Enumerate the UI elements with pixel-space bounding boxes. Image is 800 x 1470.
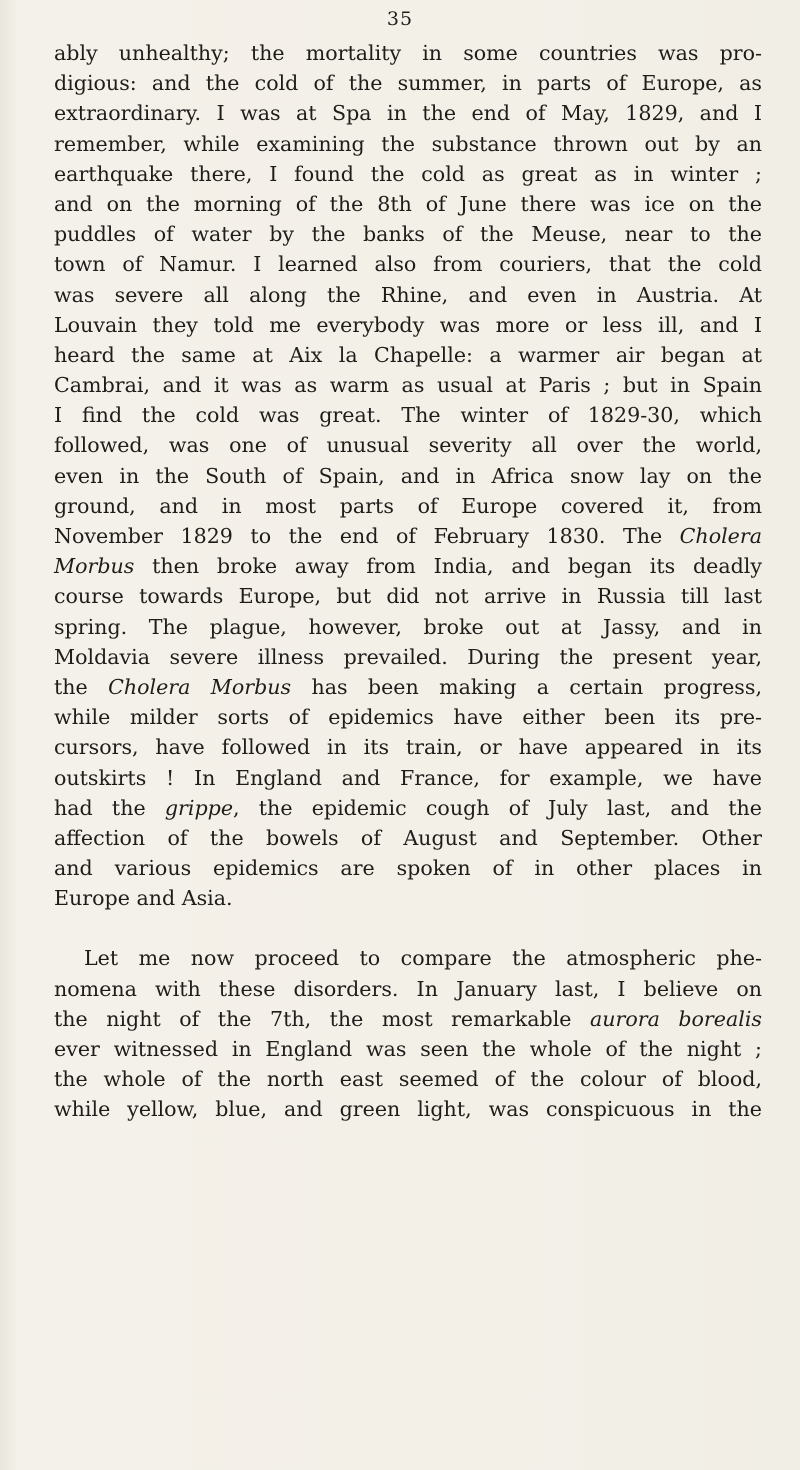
line-text: Cambrai, and it was as warm as usual at Paris ; but in Spain <box>54 373 762 398</box>
text-line <box>54 98 762 128</box>
line-text: followed, was one of unusual severity all over the world, <box>54 433 762 458</box>
line-text: even in the South of Spain, and in Africa snow lay on the <box>54 463 762 488</box>
line-text: I find the cold was great. The winter of 1829-30, which <box>54 403 762 428</box>
text-line <box>54 68 762 98</box>
text-line <box>54 642 762 672</box>
text-line <box>54 219 762 249</box>
paragraph <box>54 38 762 913</box>
line-text: ever witnessed in England was seen the whole of the night ; <box>54 1037 762 1061</box>
line-text: then broke away from India, and began its deadly <box>134 554 762 579</box>
italic-text: grippe <box>164 795 234 820</box>
italic-text: Morbus <box>54 554 135 579</box>
text-line <box>54 612 762 642</box>
line-text: was severe all along the Rhine, and even in Austria. At <box>54 282 762 307</box>
line-text: digious: and the cold of the summer, in parts of Europe, as <box>54 71 762 96</box>
text-line <box>54 883 762 913</box>
line-text: the <box>54 674 109 699</box>
line-text: while milder sorts of epidemics have either been its pre- <box>54 705 762 730</box>
line-text: extraordinary. I was at Spa in the end of May, 1829, and I <box>54 101 762 126</box>
line-text: and various epidemics are spoken of in other places in <box>54 856 762 881</box>
line-text: course towards Europe, but did not arrive in Russia till last <box>54 584 762 609</box>
text-line <box>54 280 762 310</box>
text-line <box>54 823 762 853</box>
text-line <box>54 249 762 279</box>
line-text: ground, and in most parts of Europe covered it, from <box>54 493 762 518</box>
text-line <box>54 732 762 762</box>
line-text: nomena with these disorders. In January last, I believe on <box>54 976 762 1001</box>
text-line <box>54 974 762 1004</box>
text-line <box>54 1064 762 1094</box>
text-line <box>54 702 762 732</box>
line-text: and on the morning of the 8th of June there was ice on the <box>54 191 762 216</box>
line-text: town of Namur. I learned also from couriers, that the cold <box>54 252 762 277</box>
text-line <box>54 461 762 491</box>
text-line <box>54 340 762 370</box>
text-line <box>54 400 762 430</box>
line-text: , the epidemic cough of July last, and the <box>233 795 762 820</box>
text-line <box>54 38 762 68</box>
text-line <box>54 430 762 460</box>
line-text: affection of the bowels of August and September. Other <box>54 825 762 850</box>
line-text: ably unhealthy; the mortality in some countries was pro- <box>54 41 762 65</box>
line-text: Moldavia severe illness prevailed. During the present year, <box>54 644 762 669</box>
line-text: Europe and Asia. <box>54 886 233 911</box>
line-text: earthquake there, I found the cold as great as in winter ; <box>54 161 762 186</box>
line-text: heard the same at Aix la Chapelle: a warmer air began at <box>54 342 762 367</box>
line-text: had the <box>54 795 165 820</box>
line-text: while yellow, blue, and green light, was conspicuous in the <box>54 1097 762 1122</box>
text-line <box>54 551 762 581</box>
line-text: Let me now proceed to compare the atmospheric phe- <box>84 946 762 971</box>
text-line <box>54 1034 762 1064</box>
text-line <box>54 672 762 702</box>
text-line <box>54 129 762 159</box>
text-line <box>54 763 762 793</box>
line-text: cursors, have followed in its train, or have appeared in its <box>54 735 762 760</box>
text-line <box>54 793 762 823</box>
body-text <box>54 38 762 1125</box>
text-line <box>54 581 762 611</box>
text-line <box>54 370 762 400</box>
text-line <box>54 521 762 551</box>
line-text: puddles of water by the banks of the Meuse, near to the <box>54 222 762 247</box>
paragraph <box>54 943 762 1124</box>
line-text: November 1829 to the end of February 1830. The <box>54 524 680 548</box>
text-line <box>54 1004 762 1034</box>
line-text: the whole of the north east seemed of the colour of blood, <box>54 1067 762 1092</box>
line-text: remember, while examining the substance thrown out by an <box>54 131 762 156</box>
italic-text: aurora borealis <box>589 1006 762 1031</box>
line-text: outskirts ! In England and France, for example, we have <box>54 765 762 790</box>
italic-text: Cholera <box>679 524 762 548</box>
text-line <box>54 310 762 340</box>
text-line <box>54 491 762 521</box>
page-number: 35 <box>386 8 414 30</box>
line-text: has been making a certain progress, <box>291 674 762 699</box>
text-line <box>54 853 762 883</box>
line-text: spring. The plague, however, broke out at Jassy, and in <box>54 614 762 639</box>
text-line <box>54 943 762 973</box>
line-text: Louvain they told me everybody was more or less ill, and I <box>54 312 762 337</box>
line-text: the night of the 7th, the most remarkable <box>54 1006 590 1031</box>
text-line <box>54 1094 762 1124</box>
text-line <box>54 189 762 219</box>
paragraph-gap <box>54 913 762 943</box>
italic-text: Cholera Morbus <box>108 674 292 699</box>
text-line <box>54 159 762 189</box>
